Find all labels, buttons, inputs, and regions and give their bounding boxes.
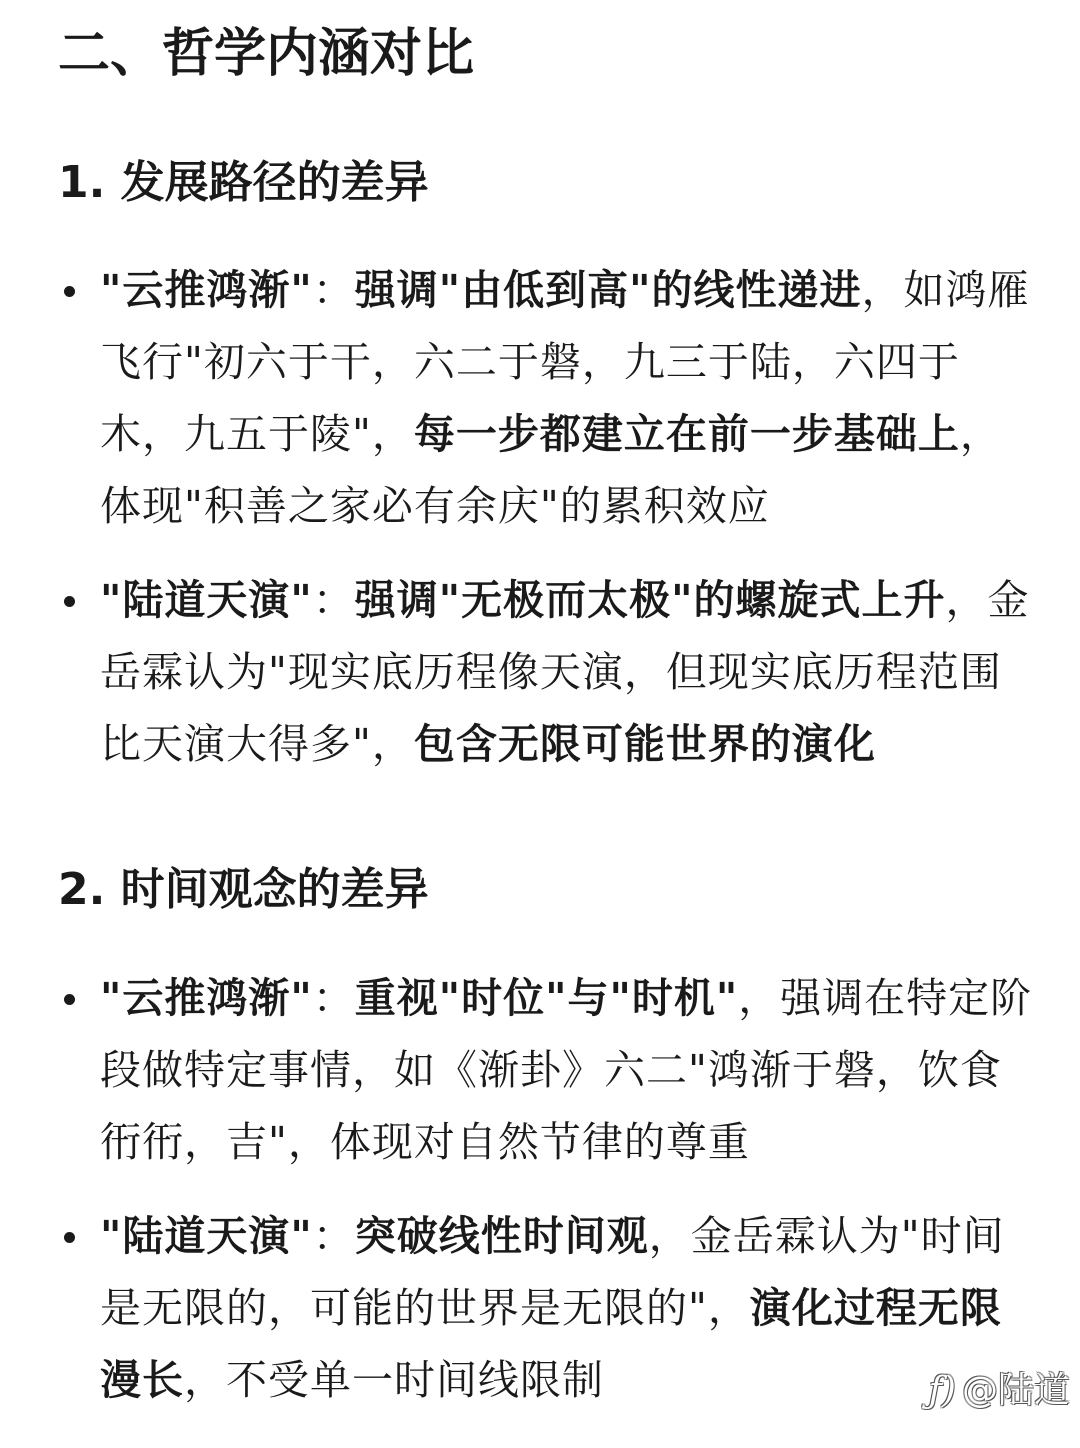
text: ，金岳霖认为"时间是无限的，可能的世界是无限的"， bbox=[100, 1212, 1005, 1332]
watermark-author: @陆道 bbox=[961, 1370, 1070, 1411]
bold-text: 强调"由低到高"的线性递进 bbox=[354, 266, 862, 314]
text: ，如鸿雁飞行"初六于干，六二于磐，九三于陆，六四于木，九五于陵"， bbox=[100, 266, 1030, 458]
text: ，强调在特定阶段做特定事情，如《渐卦》六二"鸿渐于磐，饮食衎衎，吉"，体现对自然节律的尊重 bbox=[100, 974, 1033, 1166]
bold-text: 强调"无极而太极"的螺旋式上升 bbox=[354, 576, 946, 624]
bold-text: "陆道天演" bbox=[100, 1212, 313, 1260]
bold-text: 突破线性时间观 bbox=[354, 1212, 649, 1260]
bold-text: "陆道天演" bbox=[100, 576, 313, 624]
text: ，体现"积善之家必有余庆"的累积效应 bbox=[100, 410, 1002, 530]
watermark bbox=[929, 1362, 1070, 1413]
page-title: 二、哲学内涵对比 bbox=[58, 24, 475, 84]
bold-text: 包含无限可能世界的演化 bbox=[413, 720, 876, 768]
bold-text: 重视"时位"与"时机" bbox=[354, 974, 739, 1022]
section-heading-development-path: 1. 发展路径的差异 bbox=[58, 157, 429, 208]
text: ，不受单一时间线限制 bbox=[184, 1356, 604, 1404]
text: ： bbox=[312, 974, 355, 1022]
bold-text: "云推鸿渐" bbox=[100, 266, 313, 314]
bold-text: 演化过程无限漫长 bbox=[100, 1284, 1002, 1404]
text: ： bbox=[312, 1212, 355, 1260]
list-item bbox=[100, 254, 1035, 542]
platform-logo-icon: ƒ) bbox=[928, 1370, 956, 1411]
bold-text: 每一步都建立在前一步基础上 bbox=[413, 410, 960, 458]
text: ： bbox=[312, 576, 355, 624]
list-item bbox=[100, 962, 1035, 1178]
list-item bbox=[100, 1200, 1035, 1416]
section-heading-time-concept: 2. 时间观念的差异 bbox=[58, 864, 429, 915]
text: ，金岳霖认为"现实底历程像天演，但现实底历程范围比天演大得多"， bbox=[100, 576, 1030, 768]
text: ： bbox=[312, 266, 355, 314]
list-item bbox=[100, 564, 1035, 780]
bold-text: "云推鸿渐" bbox=[100, 974, 313, 1022]
